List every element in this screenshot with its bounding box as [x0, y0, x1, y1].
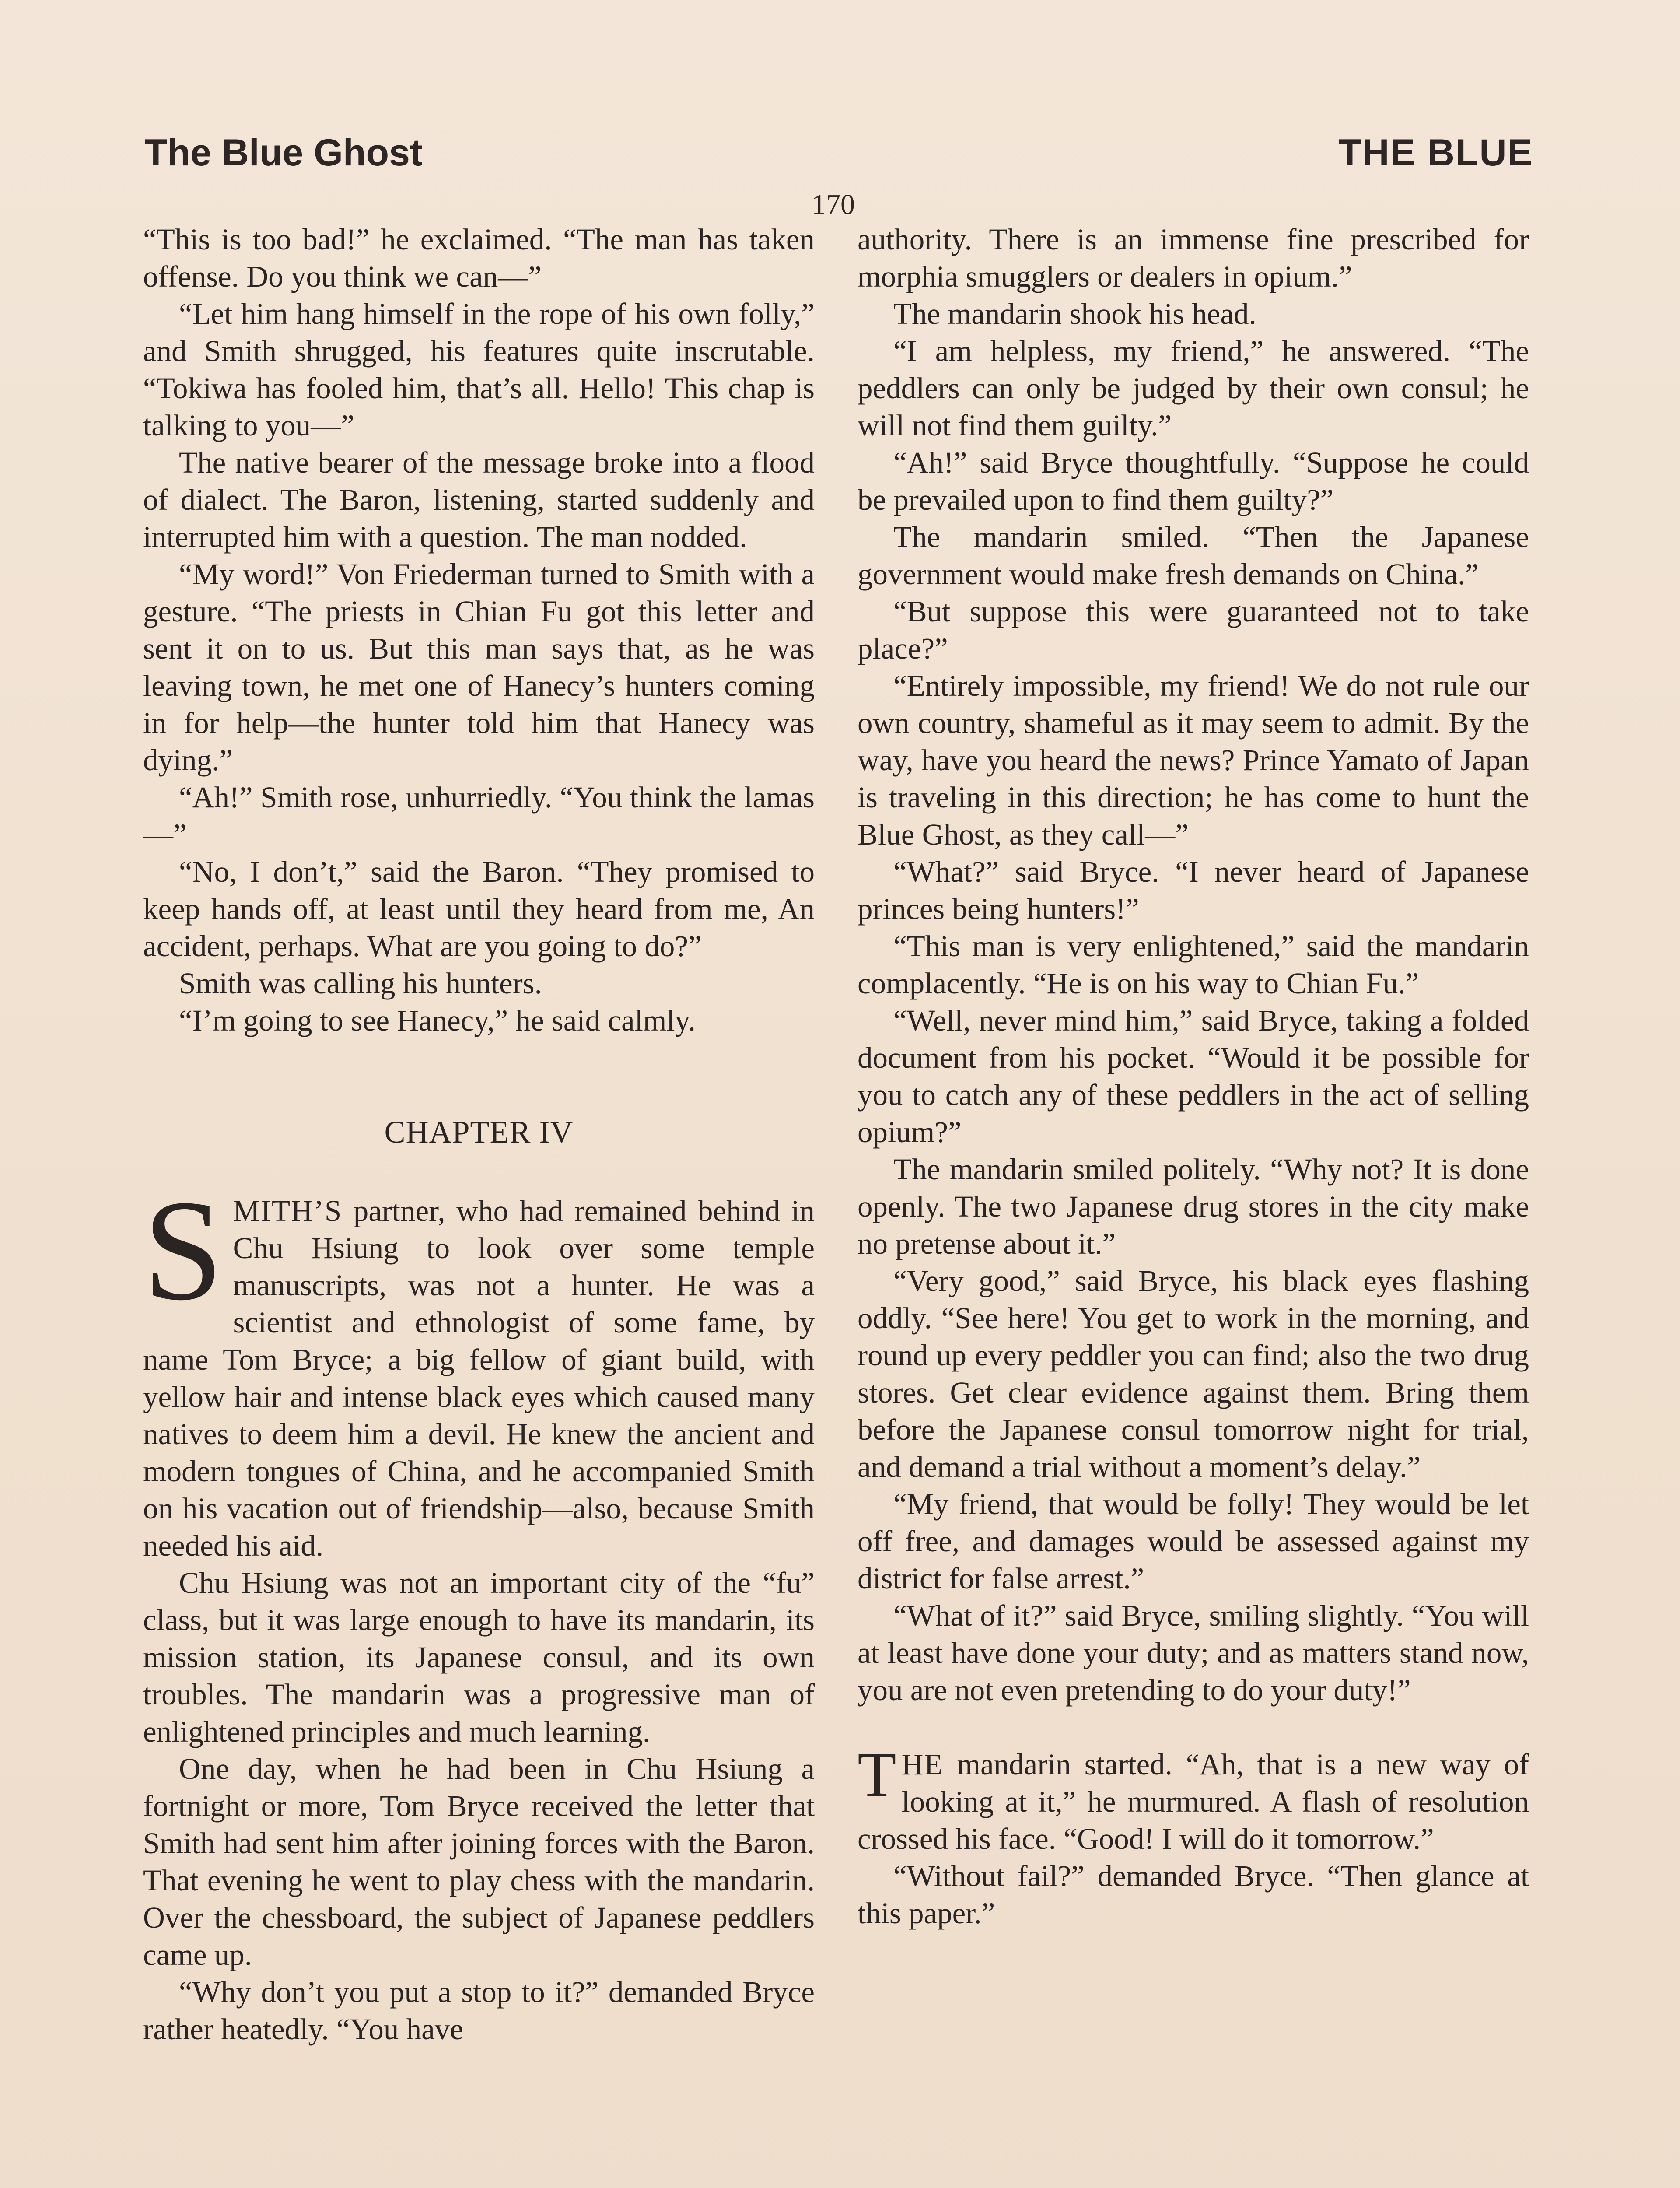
paragraph: “What?” said Bryce. “I never heard of Japanese princes being hunters!” [858, 855, 1529, 926]
section-lead-word: HE [901, 1748, 944, 1781]
chapter-lead-word: MITH’S [233, 1194, 343, 1227]
paragraph: The mandarin shook his head. [893, 297, 1256, 330]
paragraph: “Ah!” Smith rose, unhurriedly. “You think the lamas—” [143, 781, 815, 851]
paragraph: “Well, never mind him,” said Bryce, taking a folded document from his pocket. “Would it be possible for you to catch any of these peddlers in the act of selling opium?” [858, 1004, 1529, 1149]
paragraph: The native bearer of the message broke into a flood of dialect. The Baron, listening, started suddenly and interrupted him with a question. The man nodded. [143, 446, 815, 554]
paragraph: “My word!” Von Friederman turned to Smith with a gesture. “The priests in Chian Fu got this letter and sent it on to us. But this man says that, as he was leaving town, he met one of Hanecy’s hunters coming in for help—the hunter told him that Hanecy was dying.” [143, 558, 815, 777]
page-number: 170 [812, 189, 855, 221]
paragraph: “Without fail?” demanded Bryce. “Then glance at this paper.” [858, 1859, 1529, 1930]
paragraph: “I am helpless, my friend,” he answered. “The peddlers can only be judged by their own consul; he will not find them guilty.” [858, 334, 1529, 442]
paragraph: “What of it?” said Bryce, smiling slightly. “You will at least have done your duty; and as matters stand now, you are not even pretending to do your duty!” [858, 1599, 1529, 1707]
paragraph: “Entirely impossible, my friend! We do not rule our own country, shameful as it may seem to admit. By the way, have you heard the news? Prince Yamato of Japan is traveling in this direction; he has come to hunt the Blue Ghost, as they call—” [858, 669, 1529, 851]
paragraph: “No, I don’t,” said the Baron. “They promised to keep hands off, at least until they heard from me, An accident, perhaps. What are you going to do?” [143, 855, 815, 963]
paragraph: “Why don’t you put a stop to it?” demanded Bryce rather heatedly. “You have [143, 1975, 815, 2046]
paragraph: Chu Hsiung was not an important city of the “fu” class, but it was large enough to have its mandarin, its mission station, its Japanese consul, and its own troubles. The mandarin was a progressive man of enlightened principles and much learning. [143, 1566, 815, 1748]
paragraph: “This man is very enlightened,” said the mandarin complacently. “He is on his way to Chian Fu.” [858, 929, 1529, 1000]
section-break [858, 1709, 1529, 1746]
chapter-opening-paragraph [143, 1171, 815, 1564]
paragraph-continuation: authority. There is an immense fine prescribed for morphia smugglers or dealers in opium.” [858, 223, 1529, 293]
section-opening-text: mandarin started. “Ah, that is a new way of looking at it,” he murmured. A flash of resolution crossed his face. “Good! I will do it tomorrow.” [858, 1748, 1529, 1855]
paragraph: Smith was calling his hunters. [179, 967, 542, 1000]
section-opening-paragraph [858, 1740, 1529, 1858]
running-head-left: The Blue Ghost [144, 132, 423, 174]
chapter-heading: CHAPTER IV [384, 1115, 574, 1150]
right-column [858, 221, 1529, 1932]
drop-cap: T [858, 1740, 896, 1810]
paragraph: “But suppose this were guaranteed not to take place?” [858, 595, 1529, 665]
paragraph: “I’m going to see Hanecy,” he said calmly. [179, 1004, 696, 1037]
running-head-right: THE BLUE [1338, 132, 1533, 174]
paragraph: One day, when he had been in Chu Hsiung a fortnight or more, Tom Bryce received the letter that Smith had sent him after joining forces with the Baron. That evening he went to play chess with the mandarin. Over the chessboard, the subject of Japanese peddlers came up. [143, 1752, 815, 1971]
paragraph: The mandarin smiled. “Then the Japanese government would make fresh demands on China.” [858, 520, 1529, 591]
chapter-opening-text: partner, who had remained behind in Chu Hsiung to look over some temple manuscripts, was not a hunter. He was a scientist and ethnologist of some fame, by name Tom Bryce; a big fellow of giant build, with yellow hair and intense black eyes which caused many natives to deem him a devil. He knew the ancient and modern tongues of China, and he accompanied Smith on his vacation out of friendship—also, because Smith needed his aid. [143, 1194, 815, 1562]
paragraph: “My friend, that would be folly! They would be let off free, and damages would be assessed against my district for false arrest.” [858, 1487, 1529, 1595]
paragraph: “Very good,” said Bryce, his black eyes flashing oddly. “See here! You get to work in the morning, and round up every peddler you can find; also the two drug stores. Get clear evidence against them. Bring them before the Japanese consul tomorrow night for trial, and demand a trial without a moment’s delay.” [858, 1264, 1529, 1483]
paragraph: “This is too bad!” he exclaimed. “The man has taken offense. Do you think we can—” [143, 223, 815, 293]
drop-cap: S [143, 1171, 224, 1330]
paragraph: “Let him hang himself in the rope of his own folly,” and Smith shrugged, his features quite inscrutable. “Tokiwa has fooled him, that’s all. Hello! This chap is talking to you—” [143, 297, 815, 442]
paragraph: The mandarin smiled politely. “Why not? It is done openly. The two Japanese drug stores in the city make no pretense about it.” [858, 1153, 1529, 1260]
paragraph: “Ah!” said Bryce thoughtfully. “Suppose he could be prevailed upon to find them guilty?” [858, 446, 1529, 516]
left-column [143, 221, 815, 2048]
